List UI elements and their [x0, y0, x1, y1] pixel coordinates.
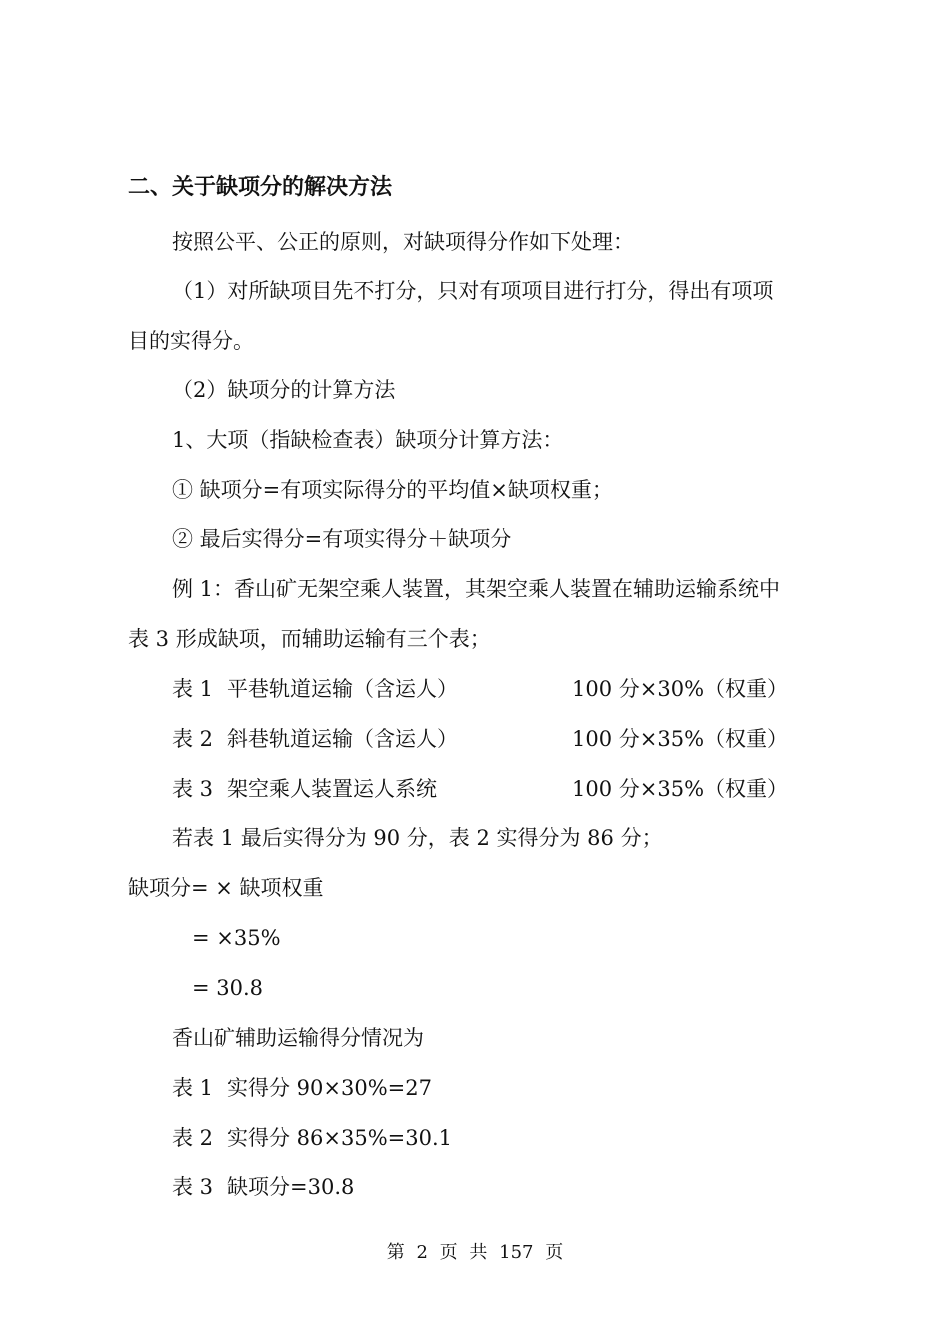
result-no: 表 1	[172, 1076, 214, 1100]
formula-2: ② 最后实得分=有项实得分＋缺项分	[172, 527, 512, 551]
example-line1: 例 1：香山矿无架空乘人装置，其架空乘人装置在辅助运输系统中	[172, 577, 781, 601]
table-name: 平巷轨道运输（含运人）	[227, 677, 458, 701]
item1-line2: 目的实得分。	[128, 329, 254, 353]
result-row	[172, 1074, 432, 1102]
table-row	[172, 775, 437, 803]
intro-paragraph: 按照公平、公正的原则，对缺项得分作如下处理：	[172, 230, 634, 254]
section-heading: 二、关于缺项分的解决方法	[128, 175, 393, 200]
table-no: 表 3	[172, 777, 214, 801]
result-row	[172, 1173, 354, 1201]
table-no: 表 1	[172, 677, 214, 701]
table-no: 表 2	[172, 727, 214, 751]
result-text: 缺项分=30.8	[227, 1175, 355, 1199]
item1-line1: （1）对所缺项目先不打分，只对有项项目进行打分，得出有项项	[172, 279, 774, 303]
calc-line2: = ×35%	[192, 926, 281, 950]
result-text: 实得分 90×30%=27	[227, 1076, 432, 1100]
page-footer: 第 2 页 共 157 页	[386, 1242, 564, 1263]
calc-line3: = 30.8	[192, 976, 264, 1000]
table-weight: 100 分×35%（权重）	[572, 777, 789, 801]
table-name: 斜巷轨道运输（含运人）	[227, 727, 458, 751]
scores-given: 若表 1 最后实得分为 90 分，表 2 实得分为 86 分；	[172, 826, 663, 850]
table-name: 架空乘人装置运人系统	[227, 777, 437, 801]
table-weight: 100 分×30%（权重）	[572, 677, 789, 701]
result-no: 表 3	[172, 1175, 214, 1199]
table-weight: 100 分×35%（权重）	[572, 727, 789, 751]
item2-heading: （2）缺项分的计算方法	[172, 378, 396, 402]
result-no: 表 2	[172, 1126, 214, 1150]
result-title: 香山矿辅助运输得分情况为	[172, 1026, 424, 1050]
result-row	[172, 1124, 452, 1152]
example-line2: 表 3 形成缺项，而辅助运输有三个表；	[128, 627, 491, 651]
formula-1: ① 缺项分=有项实际得分的平均值×缺项权重；	[172, 478, 613, 502]
calc-line1: 缺项分= × 缺项权重	[128, 876, 324, 900]
table-row	[172, 725, 458, 753]
table-row	[172, 675, 458, 703]
method-title: 1、大项（指缺检查表）缺项分计算方法：	[172, 428, 564, 452]
result-text: 实得分 86×35%=30.1	[227, 1126, 453, 1150]
